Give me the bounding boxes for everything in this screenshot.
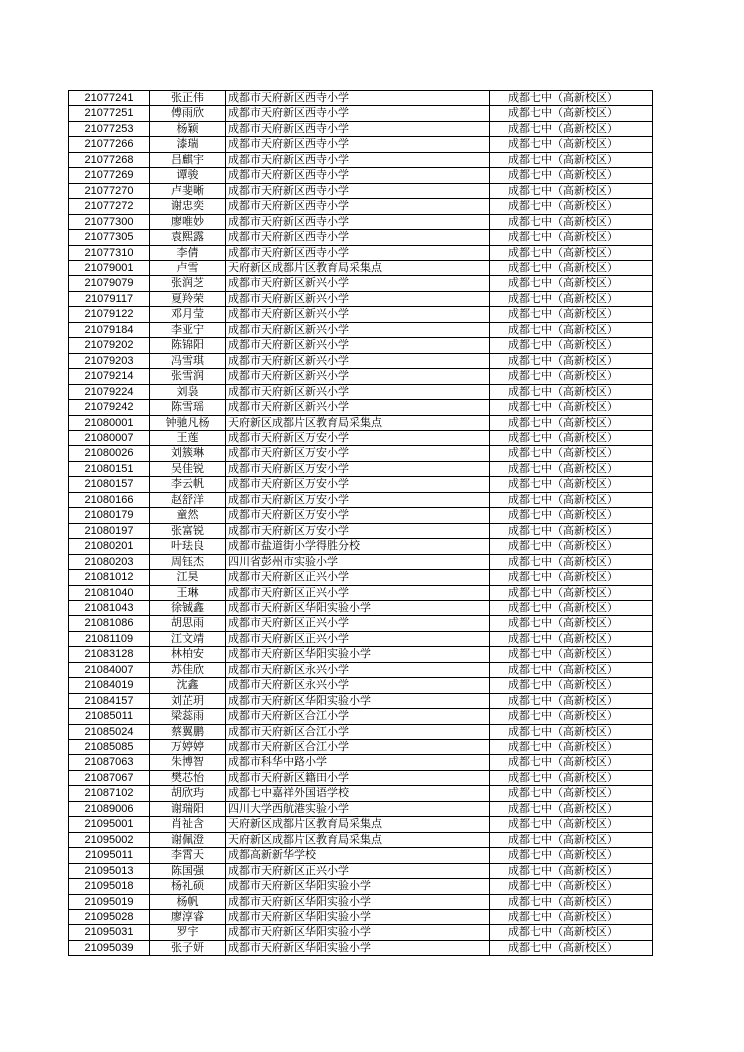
student-name-cell: 周钰杰 <box>150 554 226 569</box>
school-cell: 成都市天府新区西寺小学 <box>226 106 490 121</box>
destination-school-cell: 成都七中（高新校区） <box>490 631 653 646</box>
destination-school-cell: 成都七中（高新校区） <box>490 121 653 136</box>
student-name-cell: 梁蕊雨 <box>150 709 226 724</box>
exam-id-cell: 21095039 <box>69 940 150 955</box>
table-row <box>69 801 653 816</box>
student-name-cell: 徐铖鑫 <box>150 600 226 615</box>
destination-school-cell: 成都七中（高新校区） <box>490 925 653 940</box>
destination-school-cell: 成都七中（高新校区） <box>490 291 653 306</box>
destination-school-cell: 成都七中（高新校区） <box>490 245 653 260</box>
school-cell: 成都市天府新区万安小学 <box>226 492 490 507</box>
school-cell: 成都市天府新区西寺小学 <box>226 199 490 214</box>
destination-school-cell: 成都七中（高新校区） <box>490 276 653 291</box>
student-name-cell: 谭骏 <box>150 168 226 183</box>
school-cell: 成都市天府新区永兴小学 <box>226 678 490 693</box>
table-row <box>69 199 653 214</box>
school-cell: 成都市天府新区西寺小学 <box>226 245 490 260</box>
student-name-cell: 杨礼硕 <box>150 879 226 894</box>
table-row <box>69 338 653 353</box>
exam-id-cell: 21081040 <box>69 585 150 600</box>
school-cell: 成都市天府新区新兴小学 <box>226 307 490 322</box>
destination-school-cell: 成都七中（高新校区） <box>490 508 653 523</box>
student-name-cell: 陈国强 <box>150 863 226 878</box>
table-row <box>69 214 653 229</box>
destination-school-cell: 成都七中（高新校区） <box>490 492 653 507</box>
table-row <box>69 523 653 538</box>
table-row <box>69 740 653 755</box>
destination-school-cell: 成都七中（高新校区） <box>490 585 653 600</box>
table-row <box>69 879 653 894</box>
destination-school-cell: 成都七中（高新校区） <box>490 214 653 229</box>
table-row <box>69 647 653 662</box>
table-row <box>69 570 653 585</box>
school-cell: 成都市天府新区万安小学 <box>226 461 490 476</box>
destination-school-cell: 成都七中（高新校区） <box>490 910 653 925</box>
student-name-cell: 杨颖 <box>150 121 226 136</box>
school-cell: 成都市天府新区万安小学 <box>226 508 490 523</box>
table-row <box>69 724 653 739</box>
school-cell: 成都市天府新区万安小学 <box>226 523 490 538</box>
exam-id-cell: 21080201 <box>69 539 150 554</box>
destination-school-cell: 成都七中（高新校区） <box>490 740 653 755</box>
student-name-cell: 王琳 <box>150 585 226 600</box>
destination-school-cell: 成都七中（高新校区） <box>490 848 653 863</box>
table-row <box>69 353 653 368</box>
destination-school-cell: 成都七中（高新校区） <box>490 400 653 415</box>
student-name-cell: 陈锦阳 <box>150 338 226 353</box>
school-cell: 成都市天府新区正兴小学 <box>226 616 490 631</box>
table-row <box>69 230 653 245</box>
exam-id-cell: 21079079 <box>69 276 150 291</box>
destination-school-cell: 成都七中（高新校区） <box>490 647 653 662</box>
student-name-cell: 谢忠奕 <box>150 199 226 214</box>
destination-school-cell: 成都七中（高新校区） <box>490 446 653 461</box>
table-row <box>69 863 653 878</box>
student-name-cell: 卢斐晰 <box>150 183 226 198</box>
destination-school-cell: 成都七中（高新校区） <box>490 755 653 770</box>
exam-id-cell: 21081109 <box>69 631 150 646</box>
exam-id-cell: 21095013 <box>69 863 150 878</box>
school-cell: 成都市天府新区万安小学 <box>226 430 490 445</box>
exam-id-cell: 21084019 <box>69 678 150 693</box>
student-list-table <box>68 90 653 956</box>
exam-id-cell: 21077266 <box>69 137 150 152</box>
school-cell: 成都高新新华学校 <box>226 848 490 863</box>
table-row <box>69 894 653 909</box>
destination-school-cell: 成都七中（高新校区） <box>490 230 653 245</box>
school-cell: 成都市天府新区西寺小学 <box>226 91 490 106</box>
table-row <box>69 91 653 106</box>
destination-school-cell: 成都七中（高新校区） <box>490 106 653 121</box>
exam-id-cell: 21081086 <box>69 616 150 631</box>
school-cell: 成都市天府新区新兴小学 <box>226 291 490 306</box>
student-name-cell: 樊芯怡 <box>150 770 226 785</box>
exam-id-cell: 21095018 <box>69 879 150 894</box>
school-cell: 成都市天府新区华阳实验小学 <box>226 600 490 615</box>
school-cell: 成都市天府新区西寺小学 <box>226 183 490 198</box>
student-name-cell: 张正伟 <box>150 91 226 106</box>
exam-id-cell: 21081043 <box>69 600 150 615</box>
table-row <box>69 755 653 770</box>
table-row <box>69 554 653 569</box>
school-cell: 成都市天府新区新兴小学 <box>226 353 490 368</box>
destination-school-cell: 成都七中（高新校区） <box>490 801 653 816</box>
destination-school-cell: 成都七中（高新校区） <box>490 693 653 708</box>
school-cell: 成都市天府新区正兴小学 <box>226 863 490 878</box>
table-row <box>69 585 653 600</box>
table-row <box>69 709 653 724</box>
school-cell: 成都市天府新区永兴小学 <box>226 662 490 677</box>
school-cell: 成都市天府新区籍田小学 <box>226 770 490 785</box>
destination-school-cell: 成都七中（高新校区） <box>490 168 653 183</box>
student-name-cell: 袁熙露 <box>150 230 226 245</box>
table-row <box>69 678 653 693</box>
exam-id-cell: 21077253 <box>69 121 150 136</box>
school-cell: 成都市天府新区万安小学 <box>226 446 490 461</box>
exam-id-cell: 21080007 <box>69 430 150 445</box>
table-row <box>69 276 653 291</box>
destination-school-cell: 成都七中（高新校区） <box>490 940 653 955</box>
table-row <box>69 477 653 492</box>
table-row <box>69 415 653 430</box>
exam-id-cell: 21079242 <box>69 400 150 415</box>
destination-school-cell: 成都七中（高新校区） <box>490 137 653 152</box>
exam-id-cell: 21087102 <box>69 786 150 801</box>
exam-id-cell: 21079184 <box>69 322 150 337</box>
table-row <box>69 539 653 554</box>
exam-id-cell: 21079203 <box>69 353 150 368</box>
exam-id-cell: 21080151 <box>69 461 150 476</box>
school-cell: 成都市天府新区合江小学 <box>226 740 490 755</box>
table-row <box>69 446 653 461</box>
student-name-cell: 张雪润 <box>150 369 226 384</box>
destination-school-cell: 成都七中（高新校区） <box>490 894 653 909</box>
student-name-cell: 李倩 <box>150 245 226 260</box>
destination-school-cell: 成都七中（高新校区） <box>490 338 653 353</box>
school-cell: 天府新区成都片区教育局采集点 <box>226 832 490 847</box>
student-name-cell: 蔡翼鹏 <box>150 724 226 739</box>
student-name-cell: 李霄天 <box>150 848 226 863</box>
student-name-cell: 冯雪琪 <box>150 353 226 368</box>
exam-id-cell: 21087063 <box>69 755 150 770</box>
student-name-cell: 谢佩澄 <box>150 832 226 847</box>
table-row <box>69 508 653 523</box>
table-row <box>69 183 653 198</box>
student-name-cell: 沈鑫 <box>150 678 226 693</box>
school-cell: 成都市天府新区万安小学 <box>226 477 490 492</box>
student-name-cell: 胡思雨 <box>150 616 226 631</box>
exam-id-cell: 21095001 <box>69 817 150 832</box>
exam-id-cell: 21077269 <box>69 168 150 183</box>
exam-id-cell: 21077268 <box>69 152 150 167</box>
exam-id-cell: 21077251 <box>69 106 150 121</box>
table-row <box>69 369 653 384</box>
table-row <box>69 168 653 183</box>
exam-id-cell: 21095028 <box>69 910 150 925</box>
student-name-cell: 肖祉含 <box>150 817 226 832</box>
destination-school-cell: 成都七中（高新校区） <box>490 183 653 198</box>
school-cell: 成都市科华中路小学 <box>226 755 490 770</box>
school-cell: 成都市天府新区合江小学 <box>226 709 490 724</box>
student-name-cell: 卢雪 <box>150 260 226 275</box>
destination-school-cell: 成都七中（高新校区） <box>490 554 653 569</box>
student-name-cell: 王莲 <box>150 430 226 445</box>
student-name-cell: 钟驰凡杨 <box>150 415 226 430</box>
table-row <box>69 400 653 415</box>
destination-school-cell: 成都七中（高新校区） <box>490 817 653 832</box>
student-name-cell: 张润芝 <box>150 276 226 291</box>
destination-school-cell: 成都七中（高新校区） <box>490 879 653 894</box>
exam-id-cell: 21079001 <box>69 260 150 275</box>
exam-id-cell: 21085024 <box>69 724 150 739</box>
school-cell: 成都市天府新区新兴小学 <box>226 384 490 399</box>
destination-school-cell: 成都七中（高新校区） <box>490 863 653 878</box>
destination-school-cell: 成都七中（高新校区） <box>490 709 653 724</box>
school-cell: 成都市天府新区西寺小学 <box>226 230 490 245</box>
destination-school-cell: 成都七中（高新校区） <box>490 353 653 368</box>
student-name-cell: 罗宇 <box>150 925 226 940</box>
exam-id-cell: 21080166 <box>69 492 150 507</box>
exam-id-cell: 21095031 <box>69 925 150 940</box>
table-row <box>69 616 653 631</box>
school-cell: 成都市天府新区正兴小学 <box>226 631 490 646</box>
student-name-cell: 张子妍 <box>150 940 226 955</box>
exam-id-cell: 21089006 <box>69 801 150 816</box>
table-row <box>69 322 653 337</box>
exam-id-cell: 21095011 <box>69 848 150 863</box>
destination-school-cell: 成都七中（高新校区） <box>490 430 653 445</box>
table-row <box>69 121 653 136</box>
table-row <box>69 940 653 955</box>
school-cell: 成都市天府新区合江小学 <box>226 724 490 739</box>
destination-school-cell: 成都七中（高新校区） <box>490 369 653 384</box>
school-cell: 成都市天府新区新兴小学 <box>226 322 490 337</box>
destination-school-cell: 成都七中（高新校区） <box>490 832 653 847</box>
table-body <box>69 91 653 956</box>
destination-school-cell: 成都七中（高新校区） <box>490 570 653 585</box>
destination-school-cell: 成都七中（高新校区） <box>490 260 653 275</box>
school-cell: 成都市天府新区正兴小学 <box>226 585 490 600</box>
school-cell: 成都市天府新区华阳实验小学 <box>226 910 490 925</box>
school-cell: 四川省彭州市实验小学 <box>226 554 490 569</box>
destination-school-cell: 成都七中（高新校区） <box>490 539 653 554</box>
exam-id-cell: 21085011 <box>69 709 150 724</box>
destination-school-cell: 成都七中（高新校区） <box>490 724 653 739</box>
student-name-cell: 刘芷玥 <box>150 693 226 708</box>
table-row <box>69 307 653 322</box>
destination-school-cell: 成都七中（高新校区） <box>490 199 653 214</box>
exam-id-cell: 21079117 <box>69 291 150 306</box>
school-cell: 成都七中嘉祥外国语学校 <box>226 786 490 801</box>
table-row <box>69 662 653 677</box>
student-name-cell: 张富锐 <box>150 523 226 538</box>
table-row <box>69 245 653 260</box>
table-row <box>69 848 653 863</box>
exam-id-cell: 21085085 <box>69 740 150 755</box>
school-cell: 成都市天府新区华阳实验小学 <box>226 940 490 955</box>
table-row <box>69 152 653 167</box>
exam-id-cell: 21080157 <box>69 477 150 492</box>
student-name-cell: 漆瑞 <box>150 137 226 152</box>
exam-id-cell: 21095002 <box>69 832 150 847</box>
school-cell: 成都市天府新区新兴小学 <box>226 276 490 291</box>
table-row <box>69 693 653 708</box>
school-cell: 成都市天府新区西寺小学 <box>226 168 490 183</box>
student-name-cell: 陈雪瑶 <box>150 400 226 415</box>
exam-id-cell: 21080179 <box>69 508 150 523</box>
table-row <box>69 817 653 832</box>
student-name-cell: 苏佳欣 <box>150 662 226 677</box>
exam-id-cell: 21079202 <box>69 338 150 353</box>
destination-school-cell: 成都七中（高新校区） <box>490 384 653 399</box>
table-row <box>69 137 653 152</box>
table-row <box>69 260 653 275</box>
school-cell: 成都市天府新区西寺小学 <box>226 121 490 136</box>
school-cell: 天府新区成都片区教育局采集点 <box>226 817 490 832</box>
school-cell: 天府新区成都片区教育局采集点 <box>226 260 490 275</box>
school-cell: 成都市天府新区华阳实验小学 <box>226 879 490 894</box>
student-name-cell: 刘簇琳 <box>150 446 226 461</box>
exam-id-cell: 21077270 <box>69 183 150 198</box>
student-name-cell: 廖唯妙 <box>150 214 226 229</box>
destination-school-cell: 成都七中（高新校区） <box>490 152 653 167</box>
table-row <box>69 461 653 476</box>
student-name-cell: 吕麒宇 <box>150 152 226 167</box>
table-row <box>69 106 653 121</box>
exam-id-cell: 21083128 <box>69 647 150 662</box>
table-row <box>69 631 653 646</box>
student-name-cell: 傅雨欣 <box>150 106 226 121</box>
table-row <box>69 492 653 507</box>
exam-id-cell: 21079224 <box>69 384 150 399</box>
table-row <box>69 600 653 615</box>
destination-school-cell: 成都七中（高新校区） <box>490 307 653 322</box>
destination-school-cell: 成都七中（高新校区） <box>490 415 653 430</box>
school-cell: 成都市天府新区西寺小学 <box>226 137 490 152</box>
student-name-cell: 刘袅 <box>150 384 226 399</box>
school-cell: 成都市天府新区华阳实验小学 <box>226 693 490 708</box>
exam-id-cell: 21079122 <box>69 307 150 322</box>
table-row <box>69 430 653 445</box>
school-cell: 成都市天府新区华阳实验小学 <box>226 925 490 940</box>
exam-id-cell: 21080197 <box>69 523 150 538</box>
table-row <box>69 770 653 785</box>
table-row <box>69 291 653 306</box>
table-row <box>69 910 653 925</box>
table-row <box>69 786 653 801</box>
destination-school-cell: 成都七中（高新校区） <box>490 770 653 785</box>
student-name-cell: 杨帆 <box>150 894 226 909</box>
destination-school-cell: 成都七中（高新校区） <box>490 616 653 631</box>
exam-id-cell: 21087067 <box>69 770 150 785</box>
student-name-cell: 江文靖 <box>150 631 226 646</box>
exam-id-cell: 21080203 <box>69 554 150 569</box>
student-name-cell: 李亚宁 <box>150 322 226 337</box>
destination-school-cell: 成都七中（高新校区） <box>490 477 653 492</box>
table-row <box>69 832 653 847</box>
school-cell: 成都市天府新区新兴小学 <box>226 338 490 353</box>
exam-id-cell: 21081012 <box>69 570 150 585</box>
school-cell: 成都市天府新区新兴小学 <box>226 400 490 415</box>
school-cell: 成都市天府新区正兴小学 <box>226 570 490 585</box>
destination-school-cell: 成都七中（高新校区） <box>490 91 653 106</box>
student-name-cell: 林柏安 <box>150 647 226 662</box>
student-name-cell: 廖淳睿 <box>150 910 226 925</box>
exam-id-cell: 21077305 <box>69 230 150 245</box>
student-name-cell: 吴佳锐 <box>150 461 226 476</box>
student-name-cell: 谢瑞阳 <box>150 801 226 816</box>
school-cell: 成都市盐道街小学得胜分校 <box>226 539 490 554</box>
destination-school-cell: 成都七中（高新校区） <box>490 786 653 801</box>
student-name-cell: 胡欣玙 <box>150 786 226 801</box>
exam-id-cell: 21084157 <box>69 693 150 708</box>
student-name-cell: 万婷婷 <box>150 740 226 755</box>
school-cell: 成都市天府新区西寺小学 <box>226 214 490 229</box>
destination-school-cell: 成都七中（高新校区） <box>490 322 653 337</box>
destination-school-cell: 成都七中（高新校区） <box>490 600 653 615</box>
school-cell: 成都市天府新区西寺小学 <box>226 152 490 167</box>
destination-school-cell: 成都七中（高新校区） <box>490 662 653 677</box>
table-row <box>69 925 653 940</box>
destination-school-cell: 成都七中（高新校区） <box>490 461 653 476</box>
student-name-cell: 赵舒洋 <box>150 492 226 507</box>
destination-school-cell: 成都七中（高新校区） <box>490 678 653 693</box>
school-cell: 成都市天府新区新兴小学 <box>226 369 490 384</box>
school-cell: 成都市天府新区华阳实验小学 <box>226 647 490 662</box>
school-cell: 天府新区成都片区教育局采集点 <box>226 415 490 430</box>
student-name-cell: 江昊 <box>150 570 226 585</box>
school-cell: 四川大学西航港实验小学 <box>226 801 490 816</box>
exam-id-cell: 21077310 <box>69 245 150 260</box>
exam-id-cell: 21095019 <box>69 894 150 909</box>
exam-id-cell: 21080026 <box>69 446 150 461</box>
school-cell: 成都市天府新区华阳实验小学 <box>226 894 490 909</box>
exam-id-cell: 21077272 <box>69 199 150 214</box>
student-name-cell: 夏羚荣 <box>150 291 226 306</box>
table-row <box>69 384 653 399</box>
exam-id-cell: 21077300 <box>69 214 150 229</box>
destination-school-cell: 成都七中（高新校区） <box>490 523 653 538</box>
student-name-cell: 叶珐良 <box>150 539 226 554</box>
exam-id-cell: 21080001 <box>69 415 150 430</box>
student-name-cell: 李云帆 <box>150 477 226 492</box>
exam-id-cell: 21079214 <box>69 369 150 384</box>
student-name-cell: 朱博智 <box>150 755 226 770</box>
student-name-cell: 童然 <box>150 508 226 523</box>
exam-id-cell: 21077241 <box>69 91 150 106</box>
student-name-cell: 邓月莹 <box>150 307 226 322</box>
exam-id-cell: 21084007 <box>69 662 150 677</box>
